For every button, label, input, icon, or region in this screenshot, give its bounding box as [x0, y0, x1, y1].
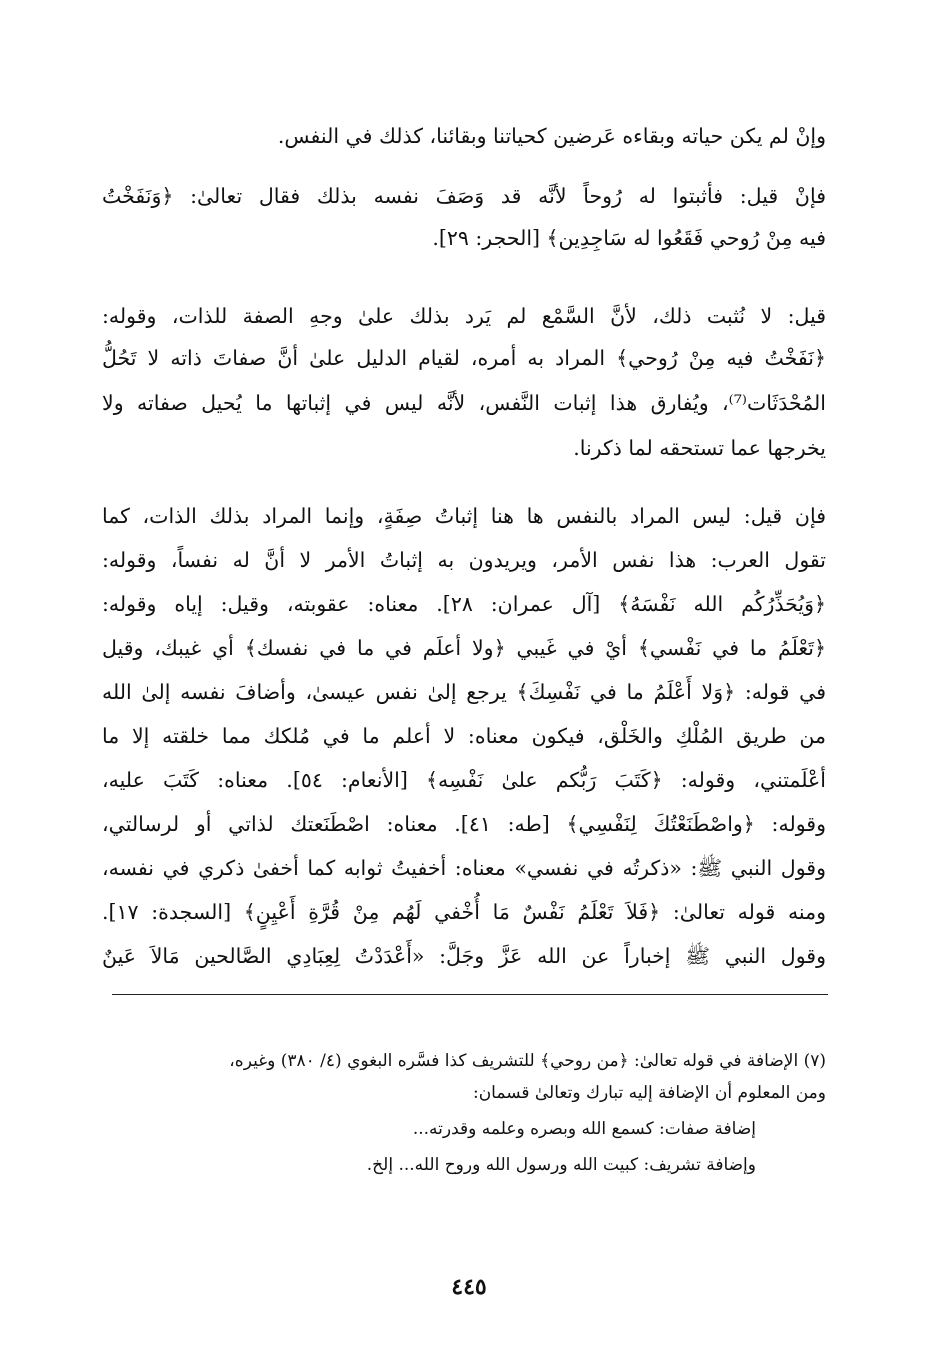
body-line: وقوله: ﴿واصْطَنَعْتُكَ لِنَفْسِي﴾ [طه: ٤١]. معناه: اصْطَنَعتك لذاتي أو لرسالتي،: [102, 812, 826, 836]
footnote-separator: [112, 994, 828, 995]
body-line: المُحْدَثَات⁽⁷⁾، ويُفارق هذا إثبات النَّفس، لأنَّه ليس في إثباتها ما يُحيل صفاته ولا: [102, 391, 826, 415]
body-line: فإن قيل: ليس المراد بالنفس ها هنا إثباتُ صِفَةٍ، وإنما المراد بذلك الذات، كما: [102, 504, 826, 528]
page-number: ٤٤٥: [451, 1274, 487, 1300]
body-line: وإنْ لم يكن حياته وبقاءه عَرضين كحياتنا وبقائنا، كذلك في النفس.: [277, 124, 826, 148]
footnote-line: إضافة صفات: كسمع الله وبصره وعلمه وقدرته...: [412, 1119, 756, 1139]
body-line: وقول النبي ﷺ إخباراً عن الله عَزَّ وجَلَّ: «أَعْدَدْتُ لِعِبَادِي الصَّالحين مَالاَ عَينٌ: [102, 944, 826, 968]
footnote-line: ومن المعلوم أن الإضافة إليه تبارك وتعالىٰ قسمان:: [472, 1083, 826, 1103]
body-line: ﴿نَفَخْتُ فيه مِنْ رُوحي﴾ المراد به أمره، لقيام الدليل علىٰ أنَّ صفاتَ ذاته لا تَحُلُّ: [102, 346, 826, 370]
body-line: في قوله: ﴿وَلا أَعْلَمُ ما في نَفْسِكَ﴾ يرجع إلىٰ نفس عيسىٰ، وأضافَ نفسه إلىٰ الله: [102, 680, 826, 704]
body-line: من طريق المُلْكِ والخَلْق، فيكون معناه: لا أعلم ما في مُلكك مما خلقته إلا ما: [102, 724, 826, 748]
body-line: فإنْ قيل: فأثبتوا له رُوحاً لأنَّه قد وَصَفَ نفسه بذلك فقال تعالىٰ: ﴿وَنَفَخْتُ: [102, 184, 826, 208]
body-line: فيه مِنْ رُوحي فَقَعُوا له سَاجِدِين﴾ [الحجر: ٢٩].: [432, 226, 826, 250]
body-line: أعْلَمتني، وقوله: ﴿كَتَبَ رَبُّكم علىٰ نَفْسِه﴾ [الأنعام: ٥٤]. معناه: كَتَبَ عليه،: [102, 768, 826, 792]
footnote-line: (٧) الإضافة في قوله تعالىٰ: ﴿من روحي﴾ للتشريف كذا فسَّره البغوي (٤/ ٣٨٠) وغيره،: [229, 1051, 826, 1071]
footnote-line: وإضافة تشريف: كبيت الله ورسول الله وروح الله... إلخ.: [366, 1155, 756, 1175]
body-line: ﴿تَعْلَمُ ما في نَفْسي﴾ أيْ في غَيبي ﴿ولا أعلَم في ما في نفسك﴾ أي غيبك، وقيل: [102, 636, 826, 660]
body-line: ﴿وَيُحَذِّرُكُم الله نَفْسَهُ﴾ [آل عمران: ٢٨]. معناه: عقوبته، وقيل: إياه وقوله:: [102, 592, 826, 616]
body-line: قيل: لا نُثبت ذلك، لأنَّ السَّمْع لم يَرد بذلك علىٰ وجهِ الصفة للذات، وقوله:: [102, 304, 826, 328]
body-line: يخرجها عما تستحقه لما ذكرنا.: [573, 436, 826, 460]
body-line: ومنه قوله تعالىٰ: ﴿فَلاَ تَعْلَمُ نَفْسٌ مَا أُخْفي لَهُم مِنْ قُرَّةِ أَعْيِنٍ﴾ [السجدة: ١٧].: [102, 900, 826, 924]
body-line: تقول العرب: هذا نفس الأمر، ويريدون به إثباتُ الأمر لا أنَّ له نفساً، وقوله:: [102, 548, 826, 572]
body-line: وقول النبي ﷺ: «ذكرتُه في نفسي» معناه: أخفيتُ ثوابه كما أخفىٰ ذكري في نفسه،: [102, 856, 826, 880]
